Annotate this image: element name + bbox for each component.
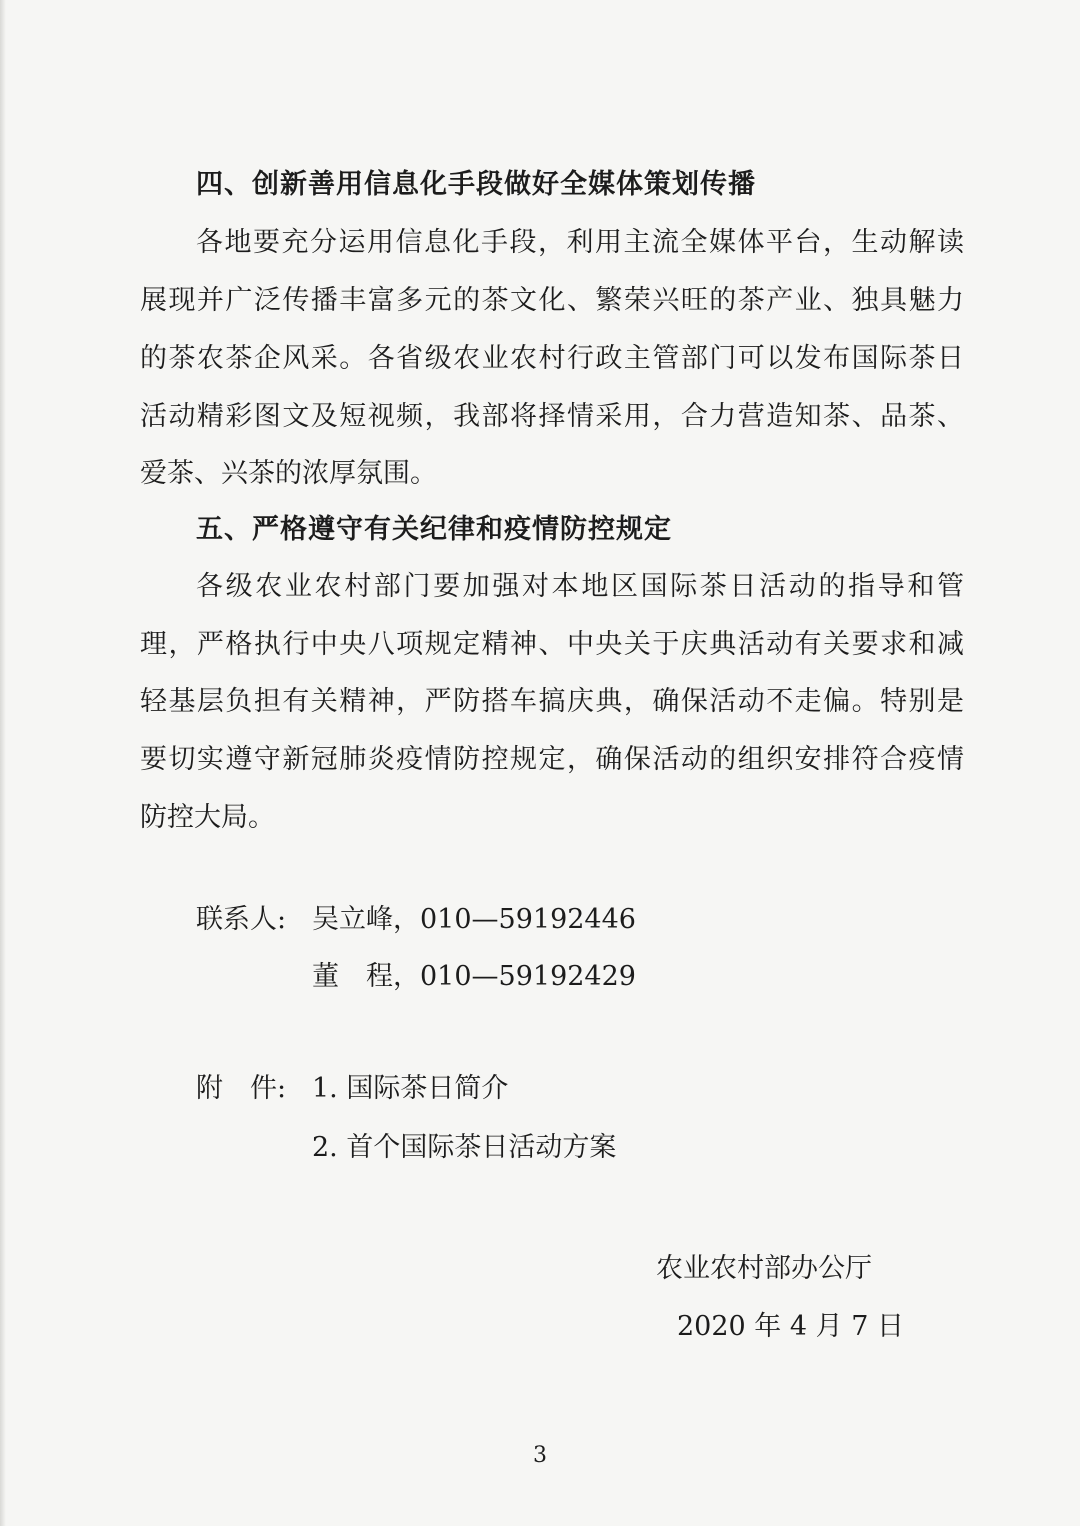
section-5-line-4: 要切实遵守新冠肺炎疫情防控规定，确保活动的组织安排符合疫情 (140, 744, 964, 775)
contact-label: 联系人: (196, 904, 287, 935)
attachment-item-2: 2. 首个国际茶日活动方案 (312, 1132, 617, 1163)
section-5-line-5: 防控大局。 (140, 802, 275, 833)
signature-org: 农业农村部办公厅 (656, 1253, 872, 1284)
section-5-line-2: 理，严格执行中央八项规定精神、中央关于庆典活动有关要求和减 (140, 629, 964, 660)
signature-date: 2020 年 4 月 7 日 (677, 1311, 904, 1342)
section-4-line-2: 展现并广泛传播丰富多元的茶文化、繁荣兴旺的茶产业、独具魅力 (140, 285, 964, 316)
attachment-label: 附 件: (196, 1073, 287, 1104)
contact-entry-1: 吴立峰，010—59192446 (312, 904, 636, 935)
section-4-line-4: 活动精彩图文及短视频，我部将择情采用，合力营造知茶、品茶、 (140, 401, 964, 432)
page-number: 3 (533, 1443, 547, 1468)
section-4-line-1: 各地要充分运用信息化手段，利用主流全媒体平台，生动解读 (196, 227, 964, 258)
section-4-line-5: 爱茶、兴茶的浓厚氛围。 (140, 458, 437, 489)
section-5-line-3: 轻基层负担有关精神，严防搭车搞庆典，确保活动不走偏。特别是 (140, 686, 964, 717)
page-edge-shadow (0, 0, 6, 1526)
section-5-line-1: 各级农业农村部门要加强对本地区国际茶日活动的指导和管 (196, 571, 964, 602)
section-4-line-3: 的茶农茶企风采。各省级农业农村行政主管部门可以发布国际茶日 (140, 343, 964, 374)
contact-entry-2: 董 程，010—59192429 (312, 961, 636, 992)
section-4-heading: 四、创新善用信息化手段做好全媒体策划传播 (196, 169, 756, 200)
attachment-item-1: 1. 国际茶日简介 (312, 1073, 509, 1104)
section-5-heading: 五、严格遵守有关纪律和疫情防控规定 (196, 514, 672, 545)
